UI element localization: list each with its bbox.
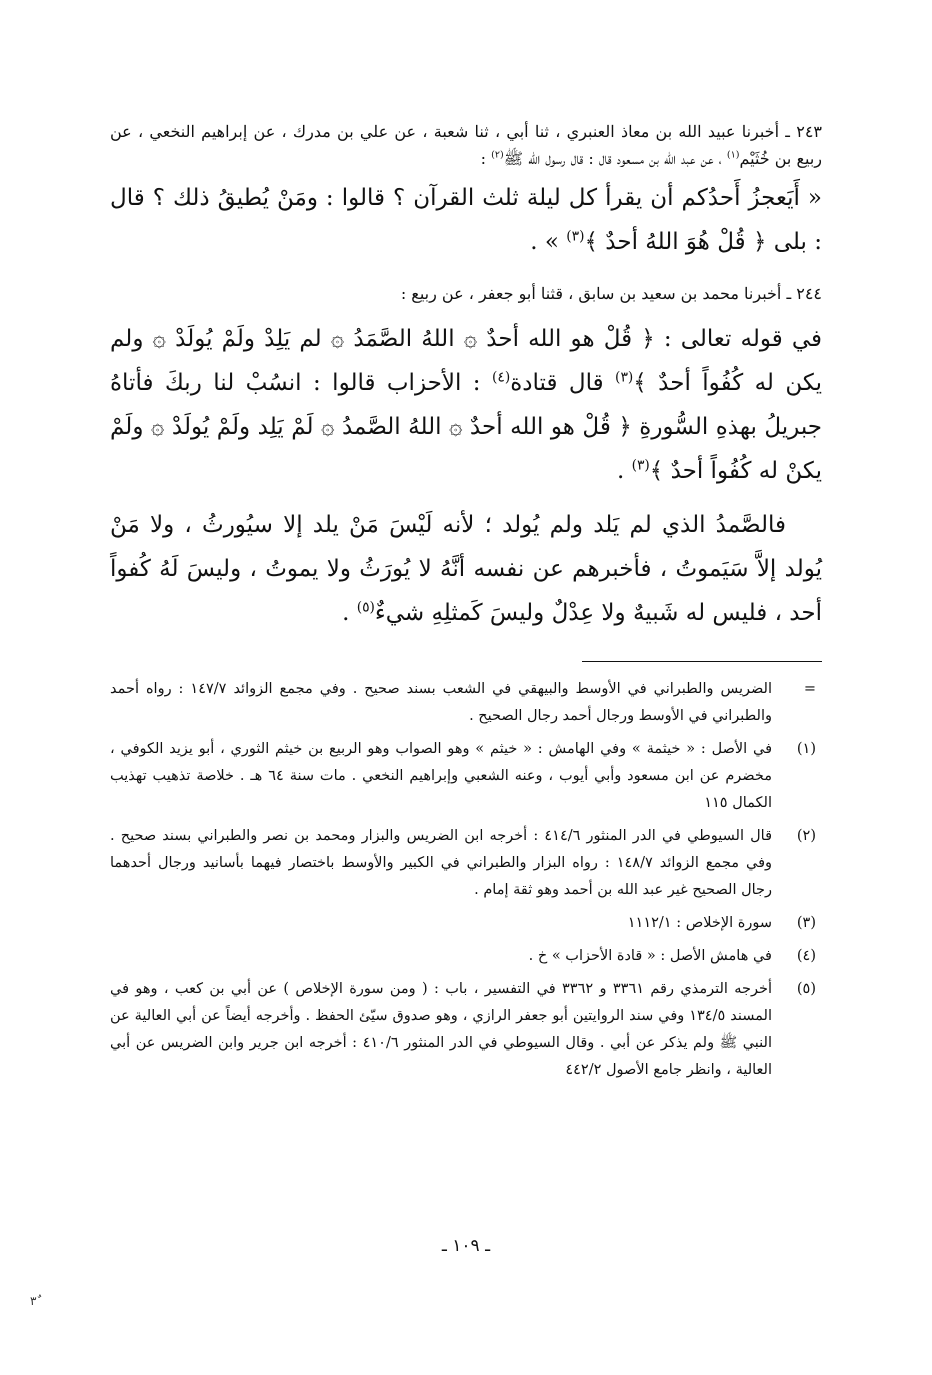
footnote-5 — [110, 976, 822, 1084]
footnote-separator — [582, 661, 822, 662]
footnote-text: أخرجه الترمذي رقم ٣٣٦١ و ٣٣٦٢ في التفسير ، باب : ( ومن سورة الإخلاص ) عن أبي بن كعب ، وهو في المسند ١٣٤/٥ وفي سند الروايتين أبو جعفر الرازي ، وهو صدوق سيّئ الحفظ . وأخرجه أيضاً عن أبي العالية عن النبي ﷺ ولم يذكر عن أبي . وقال السيوطي في الدر المنثور ٤١٠/٦ : أخرجه ابن جرير وابن الضريس عن أبي العالية ، وانظر جامع الأصول ٤٤٢/٢ — [110, 981, 772, 1078]
hadith-244-text: في قوله تعالى : ﴿ قُلْ هو الله أحدٌ ۞ اللهُ الصَّمَدُ ۞ لم يَلِدْ ولَمْ يُولَدْ ۞ ولم يكن له كُفُواً أحدٌ ﴾$^{(٣)}$ قال قتادة$^{(٤)}$ : الأحزاب قالوا : انسُبْ لنا ربكَ فأتاهُ جبريلُ بهذهِ السُّورةِ ﴿ قُلْ هو الله أحدٌ ۞ اللهُ الصَّمدُ ۞ لَمْ يَلِد ولَمْ يُولَدْ ۞ ولَمْ يكنْ له كُفُواً أحدٌ ﴾$^{(٣)}$ . — [110, 326, 822, 484]
footnote-number: (٤) — [796, 948, 816, 964]
footnote-3 — [110, 910, 822, 937]
hadith-244-isnad: ٢٤٤ ـ أخبرنا محمد بن سعيد بن سابق ، قثنا أبو جعفر ، عن ربيع : — [400, 284, 822, 303]
corner-mark: ٣ٌ — [30, 1294, 37, 1308]
footnote-text: قال السيوطي في الدر المنثور ٤١٤/٦ : أخرجه ابن الضريس والبزار ومحمد بن نصر والطبراني بسند صحيح . وفي مجمع الزوائد ١٤٨/٧ : رواه البزار والطبراني في الكبير والأوسط باختصار فيهما بأسانيد ورجال أحدهما رجال الصحيح غير عبد الله بن أحمد وهو ثقة إمام . — [110, 828, 772, 898]
hadith-244-commentary: فالصَّمدُ الذي لم يَلد ولم يُولد ؛ لأنه لَيْسَ مَنْ يلد إلا سيُورثُ ، ولا مَنْ يُولد إلاَّ سَيَموتُ ، فأخبرهم عن نفسه أنَّهُ لا يُورَثُ ولا يموتُ ، وليسَ لَهُ كُفواً أحد ، فليس له شَبيهٌ ولا عِدْلٌ وليسَ كَمثلِهِ شيءٌ$^{(٥)}$ . — [110, 512, 822, 626]
footnote-4 — [110, 943, 822, 970]
hadith-243-isnad: ٢٤٣ ـ أخبرنا عبيد الله بن معاذ العنبري ، ثنا أبي ، ثنا شعبة ، عن علي بن مدرك ، عن إبراهيم النخعي ، عن ربيع بن خُثَيْم$^{(١)}$ ، عن عبد الله بن مسعود قال : قال رسول الله ﷺ$^{(٢)}$ : — [110, 122, 822, 168]
footnote-number: (٢) — [796, 828, 816, 844]
footnote-ref-1[interactable]: (١) — [726, 149, 740, 161]
footnote-number: (٣) — [796, 915, 816, 931]
footnote-ref-2[interactable]: (٢) — [491, 149, 504, 161]
footnote-1 — [110, 736, 822, 817]
footnotes — [110, 676, 822, 1084]
footnote-number: (٥) — [796, 981, 816, 997]
footnote-ref-3[interactable]: (٣) — [566, 228, 585, 245]
footnote-text: سورة الإخلاص : ١١١٢/١ — [627, 915, 772, 931]
footnote-number: (١) — [796, 741, 816, 757]
footnote-text: في هامش الأصل : « قادة الأحزاب » خ . — [528, 948, 772, 964]
footnote-ref-5[interactable]: (٥) — [356, 599, 375, 616]
page-body — [110, 118, 822, 1090]
hadith-243-text: « أَيَعجزُ أَحدُكم أن يقرأ كل ليلة ثلث القرآن ؟ قالوا : ومَنْ يُطيقُ ذلك ؟ قال : بلى ﴿ قُلْ هُوَ اللهُ أحدٌ ﴾$^{(٣)}$ » . — [110, 185, 822, 255]
footnote-ref-4[interactable]: (٤) — [492, 369, 511, 386]
footnote-number: = — [803, 681, 816, 697]
footnote-continued — [110, 676, 822, 730]
footnote-text: الضريس والطبراني في الأوسط والبيهقي في الشعب بسند صحيح . وفي مجمع الزوائد ١٤٧/٧ : رواه أحمد والطبراني في الأوسط ورجال أحمد رجال الصحيح . — [110, 681, 772, 724]
footnote-ref-3[interactable]: (٣) — [631, 457, 650, 474]
footnote-ref-3[interactable]: (٣) — [615, 369, 634, 386]
footnote-2 — [110, 823, 822, 904]
page-number: ـ ١٠٩ ـ — [441, 1236, 491, 1256]
footnote-text: في الأصل : « خيثمة » وفي الهامش : « خيثم » وهو الصواب وهو الربيع بن خيثم الثوري ، أبو يزيد الكوفي ، مخضرم عن ابن مسعود وأبي أيوب ، وعنه الشعبي وإبراهيم النخعي . مات سنة ٦٤ هـ . خلاصة تذهيب تهذيب الكمال ١١٥ — [110, 741, 772, 811]
